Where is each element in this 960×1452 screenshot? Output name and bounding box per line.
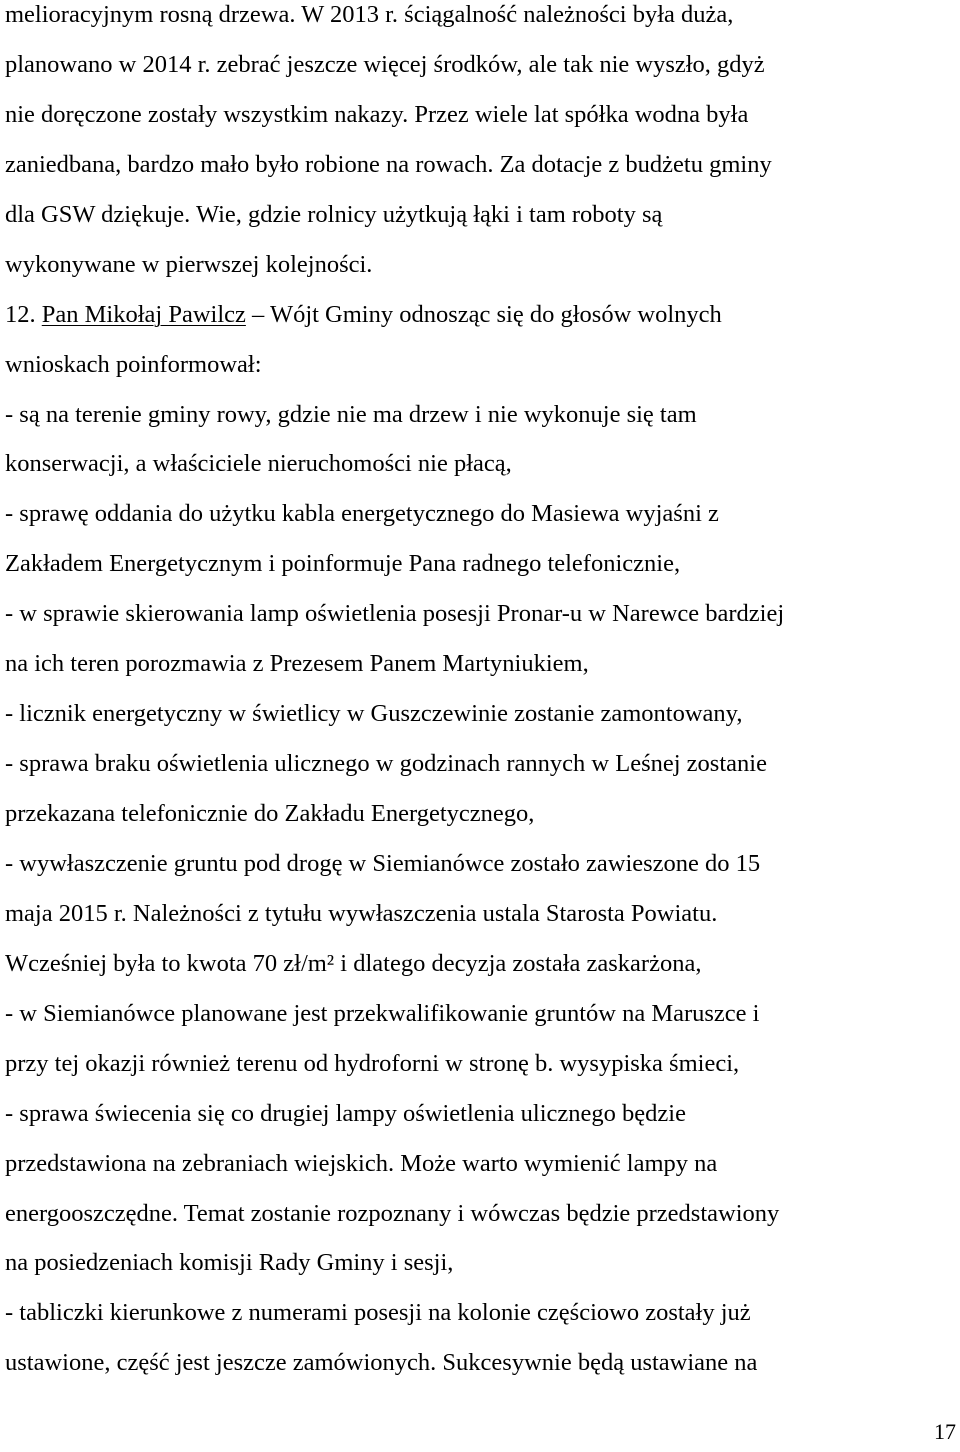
- text-line: - licznik energetyczny w świetlicy w Guszczewinie zostanie zamontowany,: [5, 700, 743, 728]
- item-text: – Wójt Gminy odnosząc się do głosów wolnych: [245, 300, 722, 328]
- text-line: planowano w 2014 r. zebrać jeszcze więcej środków, ale tak nie wyszło, gdyż: [5, 50, 765, 78]
- text-line: wykonywane w pierwszej kolejności.: [5, 250, 373, 278]
- text-line: - sprawę oddania do użytku kabla energetycznego do Masiewa wyjaśni z: [5, 500, 719, 528]
- text-line: melioracyjnym rosną drzewa. W 2013 r. ściągalność należności była duża,: [5, 1, 734, 28]
- text-line: nie doręczone zostały wszystkim nakazy. Przez wiele lat spółka wodna była: [5, 100, 749, 128]
- text-line: - wywłaszczenie gruntu pod drogę w Siemianówce zostało zawieszone do 15: [5, 849, 761, 877]
- text-line: - sprawa świecenia się co drugiej lampy oświetlenia ulicznego będzie: [5, 1099, 686, 1127]
- item-12-line: [5, 290, 955, 340]
- text-line: - tabliczki kierunkowe z numerami posesji na kolonie częściowo zostały już: [5, 1299, 751, 1327]
- item-number: 12.: [5, 300, 42, 328]
- text-line: przy tej okazji również terenu od hydroforni w stronę b. wysypiska śmieci,: [5, 1049, 740, 1077]
- document-body: [5, 0, 955, 1388]
- text-line: - sprawa braku oświetlenia ulicznego w godzinach rannych w Leśnej zostanie: [5, 750, 767, 778]
- text-line: wnioskach poinformował:: [5, 350, 262, 378]
- text-line: zaniedbana, bardzo mało było robione na rowach. Za dotacje z budżetu gminy: [5, 150, 772, 178]
- text-line: - w Siemianówce planowane jest przekwalifikowanie gruntów na Maruszce i: [5, 999, 760, 1027]
- text-line: ustawione, część jest jeszcze zamówionych. Sukcesywnie będą ustawiane na: [5, 1349, 758, 1377]
- text-line: przekazana telefonicznie do Zakładu Energetycznego,: [5, 800, 535, 827]
- text-line: energooszczędne. Temat zostanie rozpoznany i wówczas będzie przedstawiony: [5, 1199, 780, 1227]
- text-line: Zakładem Energetycznym i poinformuje Pana radnego telefonicznie,: [5, 550, 681, 578]
- text-line: - w sprawie skierowania lamp oświetlenia posesji Pronar-u w Narewce bardziej: [5, 600, 785, 628]
- text-line: na posiedzeniach komisji Rady Gminy i sesji,: [5, 1249, 454, 1277]
- text-line: na ich teren porozmawia z Prezesem Panem Martyniukiem,: [5, 650, 589, 678]
- text-line: Wcześniej była to kwota 70 zł/m² i dlatego decyzja została zaskarżona,: [5, 949, 702, 977]
- speaker-name: Pan Mikołaj Pawilcz: [41, 300, 246, 328]
- page-number: 17: [934, 1419, 956, 1444]
- text-line: - są na terenie gminy rowy, gdzie nie ma drzew i nie wykonuje się tam: [5, 400, 697, 428]
- text-line: maja 2015 r. Należności z tytułu wywłaszczenia ustala Starosta Powiatu.: [5, 899, 718, 927]
- text-line: konserwacji, a właściciele nieruchomości nie płacą,: [5, 450, 512, 478]
- text-line: przedstawiona na zebraniach wiejskich. Może warto wymienić lampy na: [5, 1149, 718, 1177]
- text-line: dla GSW dziękuje. Wie, gdzie rolnicy użytkują łąki i tam roboty są: [5, 200, 663, 228]
